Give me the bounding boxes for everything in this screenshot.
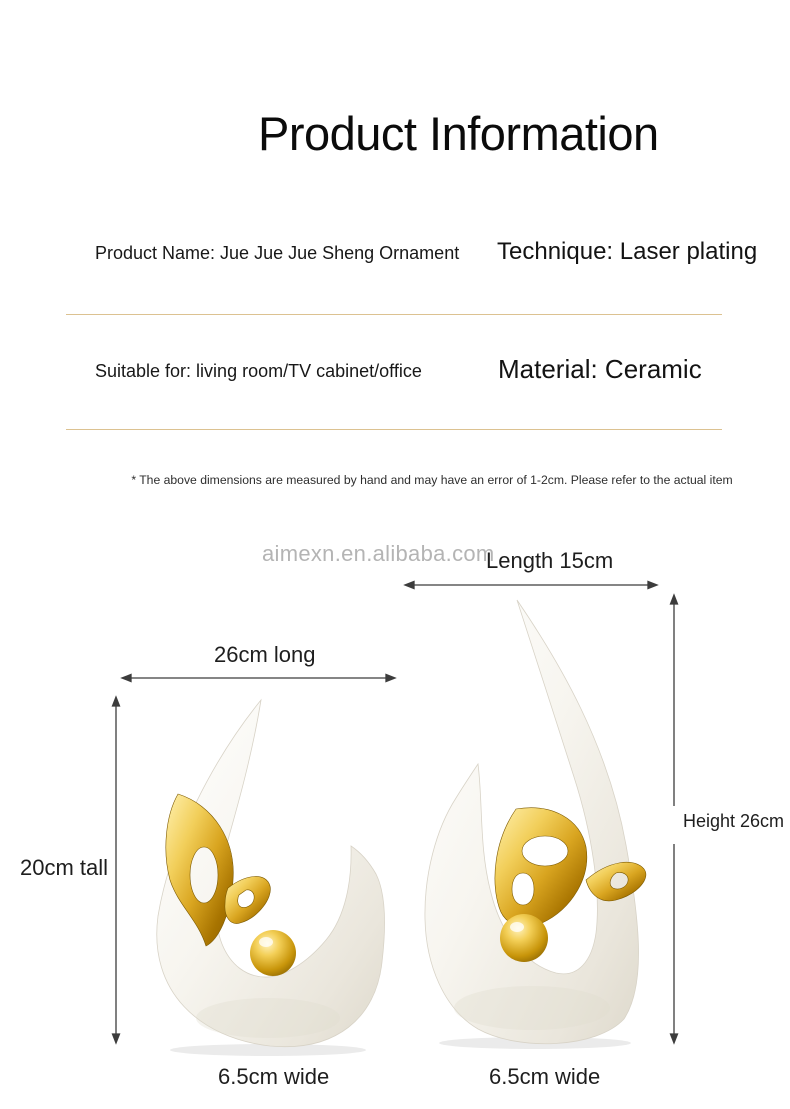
measurement-disclaimer: * The above dimensions are measured by hand and may have an error of 1-2cm. Please refer to the actual item — [131, 473, 733, 487]
spec-product-name: Product Name: Jue Jue Jue Sheng Ornament — [95, 243, 460, 263]
dim-label-wide-right: 6.5cm wide — [489, 1064, 601, 1089]
divider-line-bottom — [66, 429, 722, 430]
ornament-left-base-shading — [196, 998, 340, 1038]
arrowhead-length-right — [648, 582, 657, 589]
ornament-left-ball-highlight — [259, 937, 273, 947]
ornament-right-image — [420, 593, 680, 1053]
arrowhead-long-right — [386, 675, 395, 682]
page-title: Product Information — [258, 107, 659, 160]
ornament-right-ball-highlight — [510, 922, 524, 932]
dim-label-height: Height 26cm — [683, 811, 785, 831]
ornament-left-gold-ball — [250, 930, 296, 976]
dim-label-long: 26cm long — [214, 642, 316, 667]
dim-label-tall: 20cm tall — [20, 855, 109, 880]
spec-technique: Technique: Laser plating — [497, 238, 758, 265]
arrowhead-long-left — [122, 675, 131, 682]
ornament-right-gold-ball — [500, 914, 548, 962]
dim-label-wide-left: 6.5cm wide — [218, 1064, 330, 1089]
dim-label-length: Length 15cm — [486, 548, 614, 573]
ornament-left-body — [157, 700, 385, 1047]
ornament-right-gold-leaf-large — [495, 808, 587, 927]
arrowhead-length-left — [405, 582, 414, 589]
ornament-left-image — [118, 690, 408, 1060]
spec-material: Material: Ceramic — [498, 354, 702, 384]
seller-watermark: aimexn.en.alibaba.com — [262, 541, 495, 566]
divider-line-top — [66, 314, 722, 315]
ornament-right-base-shading — [454, 986, 610, 1030]
spec-suitable-for: Suitable for: living room/TV cabinet/office — [95, 361, 422, 381]
